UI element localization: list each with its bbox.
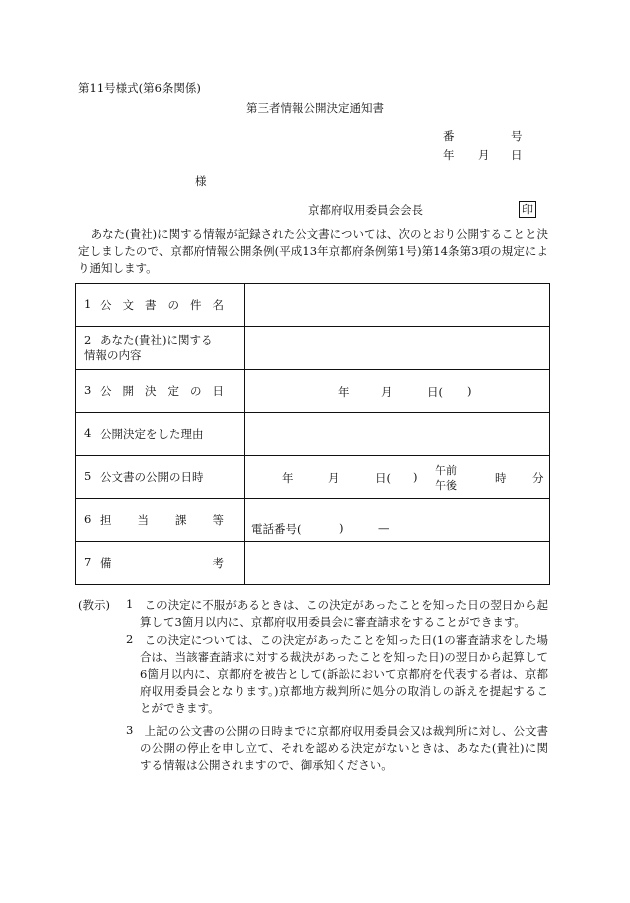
table-row [76,370,550,413]
decision-date-cell[interactable]: 年 月 日( ) [245,370,550,413]
info-content-cell[interactable] [245,327,550,370]
intro-text: あなた(貴社)に関する情報が記録された公文書については、次のとおり公開することと決定しましたので、京都府情報公開条例(平成13年京都府条例第1号)第14条第3項の規定により通知します。 [78,227,548,275]
row-label: 2 あなた(貴社)に関する 情報の内容 [76,327,245,370]
header-month: 月 [478,148,490,162]
department-cell[interactable]: 電話番号( ) — [245,499,550,542]
row-label: 5 公文書の公開の日時 [76,456,245,499]
header-number-label: 番 [443,129,455,143]
note-item-1: この決定に不服があるときは、この決定があったことを知った日の翌日から起算して3箇月以内に、京都府収用委員会に審査請求をすることができます。 [140,598,548,629]
header-number-suffix: 号 [511,129,523,143]
remarks-cell[interactable] [245,542,550,585]
document-name-cell[interactable] [245,284,550,327]
row-label: 4 公開決定をした理由 [76,413,245,456]
note-item-2: この決定については、この決定があったことを知った日(1の審査請求をした場合は、当該審査請求に対する裁決があったことを知った日)の翌日から起算して6箇月以内に、京都府を被告として(訴訟において京都府を代表する者は、京都府収用委員会となります。)京都地方裁判所に処分の取消しの訴えを提起することができます。 [140,633,548,715]
note-number: 3 [126,723,134,737]
header-year: 年 [443,148,455,162]
note-number: 2 [126,632,134,646]
pm-option: 午後 [435,479,457,492]
notice-table [75,283,550,585]
table-row [76,413,550,456]
row-label: 3 公 開 決 定 の 日 [76,370,245,413]
header-day: 日 [511,148,523,162]
note-number: 1 [126,597,134,611]
table-row [76,499,550,542]
table-row [76,456,550,499]
addressee-suffix: 様 [195,174,207,188]
row-label: 7 備 考 [76,542,245,585]
table-row [76,542,550,585]
form-number: 第11号様式(第6条関係) [78,81,201,95]
disclosure-datetime-cell[interactable]: 年 月 日( ) 午前 午後 時 分 [245,456,550,499]
document-title: 第三者情報公開決定通知書 [246,101,384,115]
am-option: 午前 [435,464,457,477]
table-row [76,327,550,370]
row-label: 6 担 当 課 等 [76,499,245,542]
decision-reason-cell[interactable] [245,413,550,456]
table-row [76,284,550,327]
note-item-3: 上記の公文書の公開の日時までに京都府収用委員会又は裁判所に対し、公文書の公開の停止を申し立て、それを認める決定がないときは、あなた(貴社)に関する情報は公開されますので、御承知ください。 [140,724,548,772]
sender-name: 京都府収用委員会会長 [308,203,423,217]
notes-heading: (教示) [78,598,110,612]
seal-mark: 印 [519,201,536,218]
row-label: 1 公 文 書 の 件 名 [76,284,245,327]
